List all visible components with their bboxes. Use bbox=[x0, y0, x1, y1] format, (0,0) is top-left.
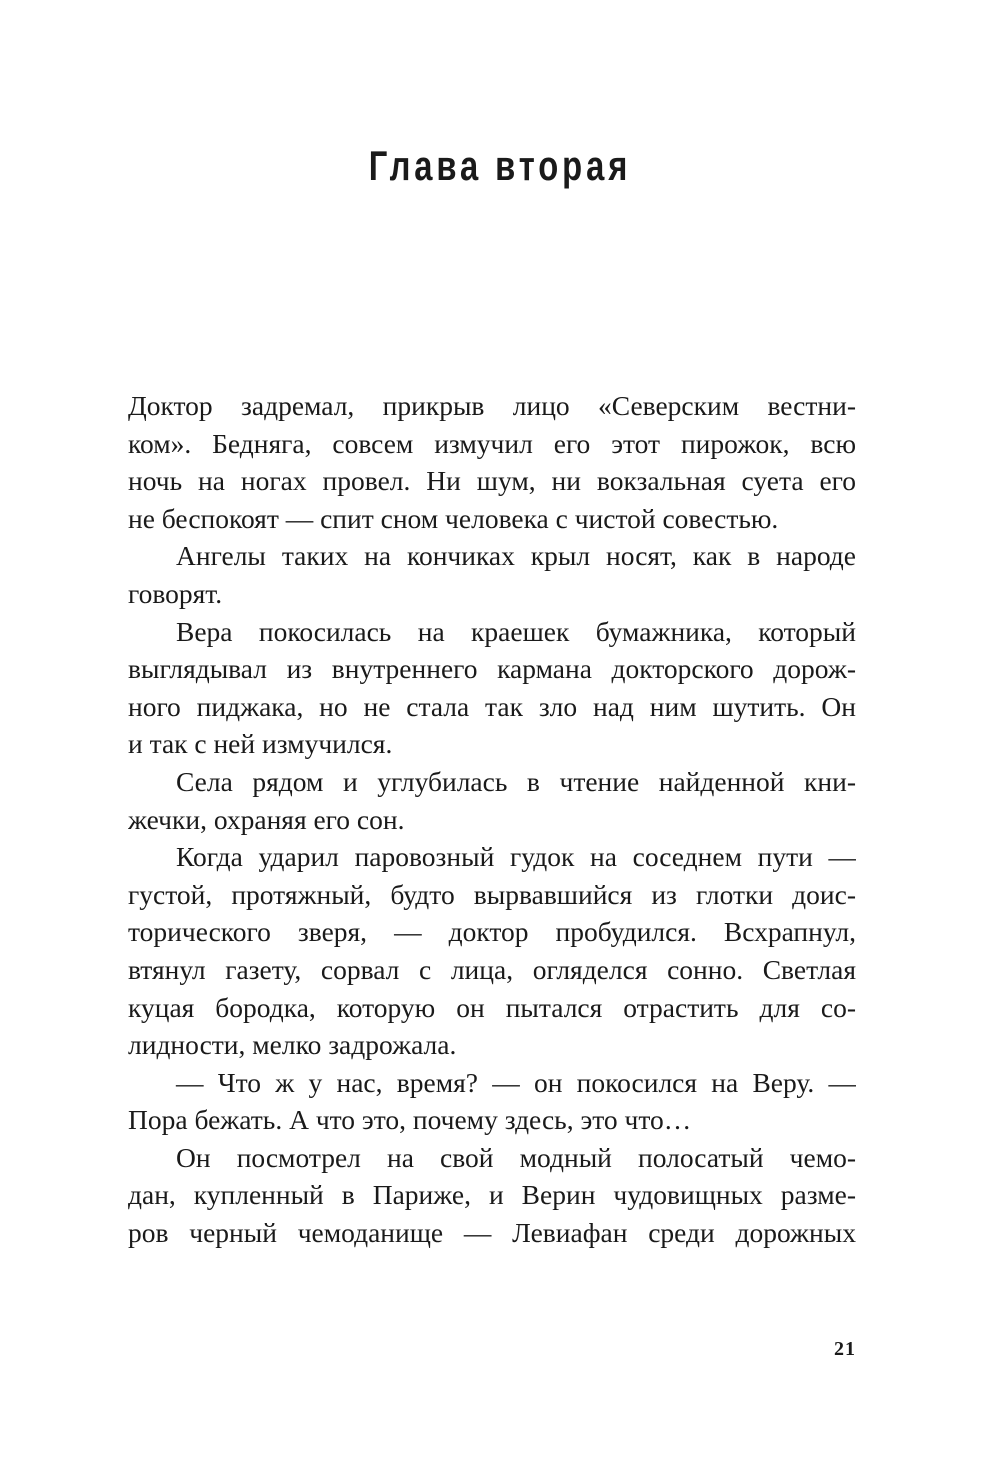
text-line: ком». Бедняга, совсем измучил его этот пирожок, всю bbox=[128, 427, 856, 459]
page-number: 21 bbox=[834, 1338, 856, 1360]
text-line: втянул газету, сорвал с лица, огляделся сонно. Светлая bbox=[128, 953, 856, 985]
text-line: дан, купленный в Париже, и Верин чудовищных разме- bbox=[128, 1179, 856, 1211]
text-line: Он посмотрел на свой модный полосатый чемо- bbox=[176, 1141, 856, 1173]
text-line: — Что ж у нас, время? — он покосился на Веру. — bbox=[176, 1066, 856, 1098]
text-line: куцая бородка, которую он пытался отрастить для со- bbox=[128, 991, 856, 1023]
text-line: Пора бежать. А что это, почему здесь, это что… bbox=[128, 1104, 692, 1136]
chapter-title: Глава вторая bbox=[368, 142, 632, 189]
body-text bbox=[128, 387, 856, 1252]
text-line: Ангелы таких на кончиках крыл носят, как в народе bbox=[176, 540, 856, 572]
text-line: не беспокоят — спит сном человека с чистой совестью. bbox=[128, 502, 779, 534]
text-line: жечки, охраняя его сон. bbox=[128, 803, 405, 835]
text-line: и так с ней измучился. bbox=[128, 728, 393, 760]
text-line: Когда ударил паровозный гудок на соседнем пути — bbox=[176, 841, 856, 873]
text-line: ночь на ногах провел. Ни шум, ни вокзальная суета его bbox=[128, 465, 856, 497]
text-line: говорят. bbox=[128, 577, 223, 609]
text-line: лидности, мелко задрожала. bbox=[128, 1029, 457, 1061]
text-line: Села рядом и углубилась в чтение найденной кни- bbox=[176, 765, 856, 797]
text-line: торического зверя, — доктор пробудился. Всхрапнул, bbox=[128, 916, 856, 948]
text-line: Доктор задремал, прикрыв лицо «Северским вестни- bbox=[128, 390, 856, 421]
text-line: ров черный чемоданище — Левиафан среди дорожных bbox=[128, 1217, 856, 1249]
text-line: ного пиджака, но не стала так зло над ним шутить. Он bbox=[128, 690, 856, 722]
text-line: выглядывал из внутреннего кармана докторского дорож- bbox=[128, 653, 856, 685]
text-line: Вера покосилась на краешек бумажника, который bbox=[176, 615, 856, 647]
text-line: густой, протяжный, будто вырвавшийся из глотки доис- bbox=[128, 878, 856, 910]
